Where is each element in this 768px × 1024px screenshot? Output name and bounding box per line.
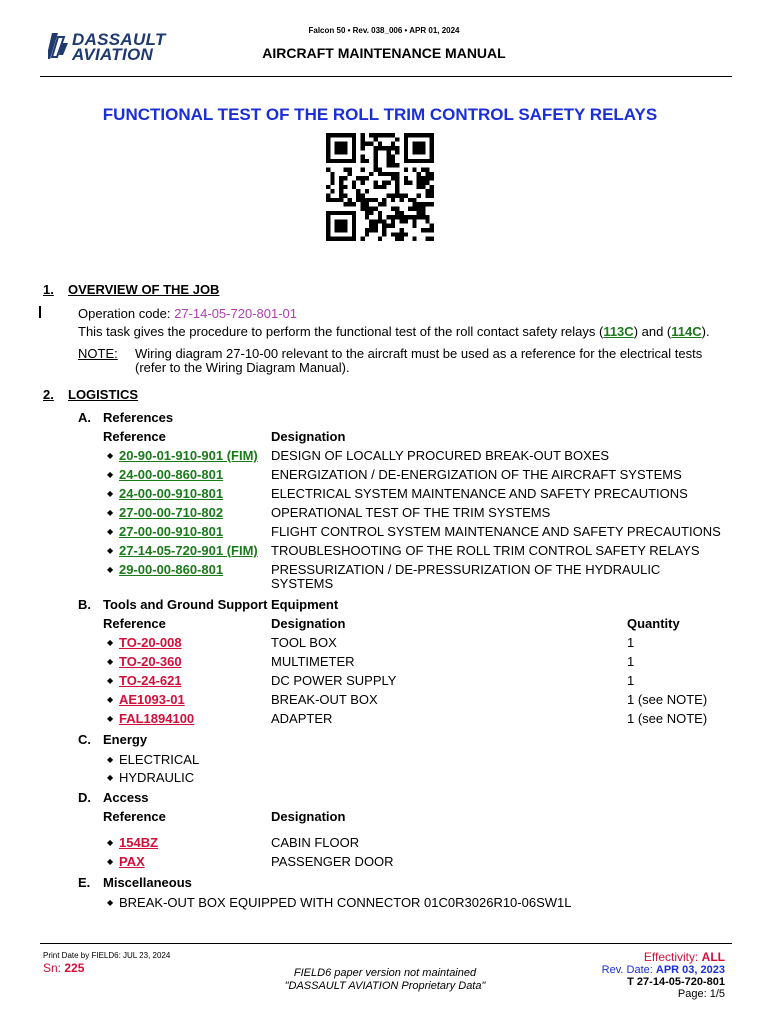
section2-number: 2. [43,387,54,402]
task-reference: T 27-14-05-720-801 [627,976,725,988]
bullet-icon: ◆ [107,838,114,847]
tool-quantity: 1 [627,654,635,669]
access-title: Access [103,790,149,805]
section2-heading: LOGISTICS [68,387,139,402]
reference-designation-cont: SYSTEMS [271,576,334,591]
change-bar [39,306,41,318]
reference-link[interactable]: 27-00-00-910-801 [119,524,224,539]
access-reference-link[interactable]: 154BZ [119,835,159,850]
reference-designation: ELECTRICAL SYSTEM MAINTENANCE AND SAFETY PRECAUTIONS [271,486,688,501]
tool-quantity: 1 [627,635,635,650]
energy-item: HYDRAULIC [119,770,195,785]
reference-link[interactable]: 29-00-00-860-801 [119,562,224,577]
section1-heading: OVERVIEW OF THE JOB [68,282,220,297]
bullet-icon: ◆ [107,565,114,574]
reference-link[interactable]: 27-00-00-710-802 [119,505,224,520]
refs-title: References [103,410,174,425]
footer-disclaimer-line2: "DASSAULT AVIATION Proprietary Data" [284,980,486,992]
tool-reference-link[interactable]: TO-24-621 [119,673,182,688]
access-designation: PASSENGER DOOR [271,854,394,869]
reference-link[interactable]: 24-00-00-910-801 [119,486,224,501]
bullet-icon: ◆ [107,527,114,536]
revision-date: Rev. Date: APR 03, 2023 [601,964,725,976]
effectivity: Effectivity: ALL [643,950,725,964]
reference-link[interactable]: 20-90-01-910-901 (FIM) [119,448,258,463]
bullet-icon: ◆ [107,755,114,764]
operation-code-line [78,306,297,321]
bullet-icon: ◆ [107,508,114,517]
tool-designation: DC POWER SUPPLY [271,673,397,688]
operation-code-value: 27-14-05-720-801-01 [174,306,297,321]
page-title: FUNCTIONAL TEST OF THE ROLL TRIM CONTROL SAFETY RELAYS [102,105,658,124]
tools-title: Tools and Ground Support Equipment [103,597,339,612]
section1-number: 1. [43,282,54,297]
reference-link[interactable]: 24-00-00-860-801 [119,467,224,482]
tool-designation: TOOL BOX [271,635,337,650]
note-line1: Wiring diagram 27-10-00 relevant to the aircraft must be used as a reference for the electrical tests [135,346,703,361]
operation-code-label: Operation code: [78,306,175,321]
reference-link[interactable]: 27-14-05-720-901 (FIM) [119,543,258,558]
manual-title: AIRCRAFT MAINTENANCE MANUAL [262,45,506,61]
print-date: Print Date by FIELD6: JUL 23, 2024 [43,951,171,960]
access-reference-link[interactable]: PAX [119,854,145,869]
note-line2: (refer to the Wiring Diagram Manual). [135,360,350,375]
task-description: This task gives the procedure to perform the functional test of the roll contact safety relays (113C) and (114C). [78,324,710,339]
tools-col-quantity: Quantity [627,616,680,631]
logo-line1: DASSAULT [72,30,166,49]
bullet-icon: ◆ [107,638,114,647]
tool-designation: ADAPTER [271,711,333,726]
refs-col-reference: Reference [103,429,166,444]
tool-reference-link[interactable]: TO-20-360 [119,654,182,669]
tool-reference-link[interactable]: AE1093-01 [119,692,185,707]
reference-designation: PRESSURIZATION / DE-PRESSURIZATION OF THE HYDRAULIC [271,562,661,577]
tool-quantity: 1 (see NOTE) [627,711,708,726]
bullet-icon: ◆ [107,451,114,460]
tool-reference-link[interactable]: FAL1894100 [119,711,195,726]
reference-designation: ENERGIZATION / DE-ENERGIZATION OF THE AIRCRAFT SYSTEMS [271,467,682,482]
tool-designation: BREAK-OUT BOX [271,692,378,707]
bullet-icon: ◆ [107,489,114,498]
misc-letter: E. [78,875,91,890]
bullet-icon: ◆ [107,676,114,685]
energy-title: Energy [103,732,148,747]
bullet-icon: ◆ [107,773,114,782]
footer-rule [40,943,732,944]
tools-col-reference: Reference [103,616,166,631]
relay-114c-link[interactable]: 114C [671,324,702,339]
bullet-icon: ◆ [107,714,114,723]
bullet-icon: ◆ [107,695,114,704]
reference-designation: DESIGN OF LOCALLY PROCURED BREAK-OUT BOXES [271,448,610,463]
misc-item: BREAK-OUT BOX EQUIPPED WITH CONNECTOR 01C0R3026R10-06SW1L [119,895,572,910]
bullet-icon: ◆ [107,657,114,666]
revision-line: Falcon 50 • Rev. 038_006 • APR 01, 2024 [308,26,460,35]
reference-designation: FLIGHT CONTROL SYSTEM MAINTENANCE AND SAFETY PRECAUTIONS [271,524,721,539]
tools-col-designation: Designation [271,616,346,631]
tool-designation: MULTIMETER [271,654,355,669]
bullet-icon: ◆ [107,470,114,479]
qr-code-icon [326,133,434,241]
energy-item: ELECTRICAL [119,752,200,767]
tool-quantity: 1 (see NOTE) [627,692,708,707]
misc-title: Miscellaneous [103,875,192,890]
refs-col-designation: Designation [271,429,346,444]
serial-number: Sn: 225 [43,961,85,975]
energy-letter: C. [78,732,91,747]
note-label: NOTE: [78,346,118,361]
logo-line2: AVIATION [72,45,154,64]
bullet-icon: ◆ [107,898,114,907]
access-col-designation: Designation [271,809,346,824]
refs-letter: A. [78,410,91,425]
tool-reference-link[interactable]: TO-20-008 [119,635,182,650]
bullet-icon: ◆ [107,546,114,555]
reference-designation: OPERATIONAL TEST OF THE TRIM SYSTEMS [271,505,551,520]
access-letter: D. [78,790,91,805]
access-col-reference: Reference [103,809,166,824]
tools-letter: B. [78,597,91,612]
tool-quantity: 1 [627,673,635,688]
footer-disclaimer-line1: FIELD6 paper version not maintained [293,967,477,979]
access-designation: CABIN FLOOR [271,835,360,850]
header-rule [40,76,732,77]
bullet-icon: ◆ [107,857,114,866]
reference-designation: TROUBLESHOOTING OF THE ROLL TRIM CONTROL SAFETY RELAYS [271,543,700,558]
page-number: Page: 1/5 [677,988,725,1000]
relay-113c-link[interactable]: 113C [603,324,634,339]
